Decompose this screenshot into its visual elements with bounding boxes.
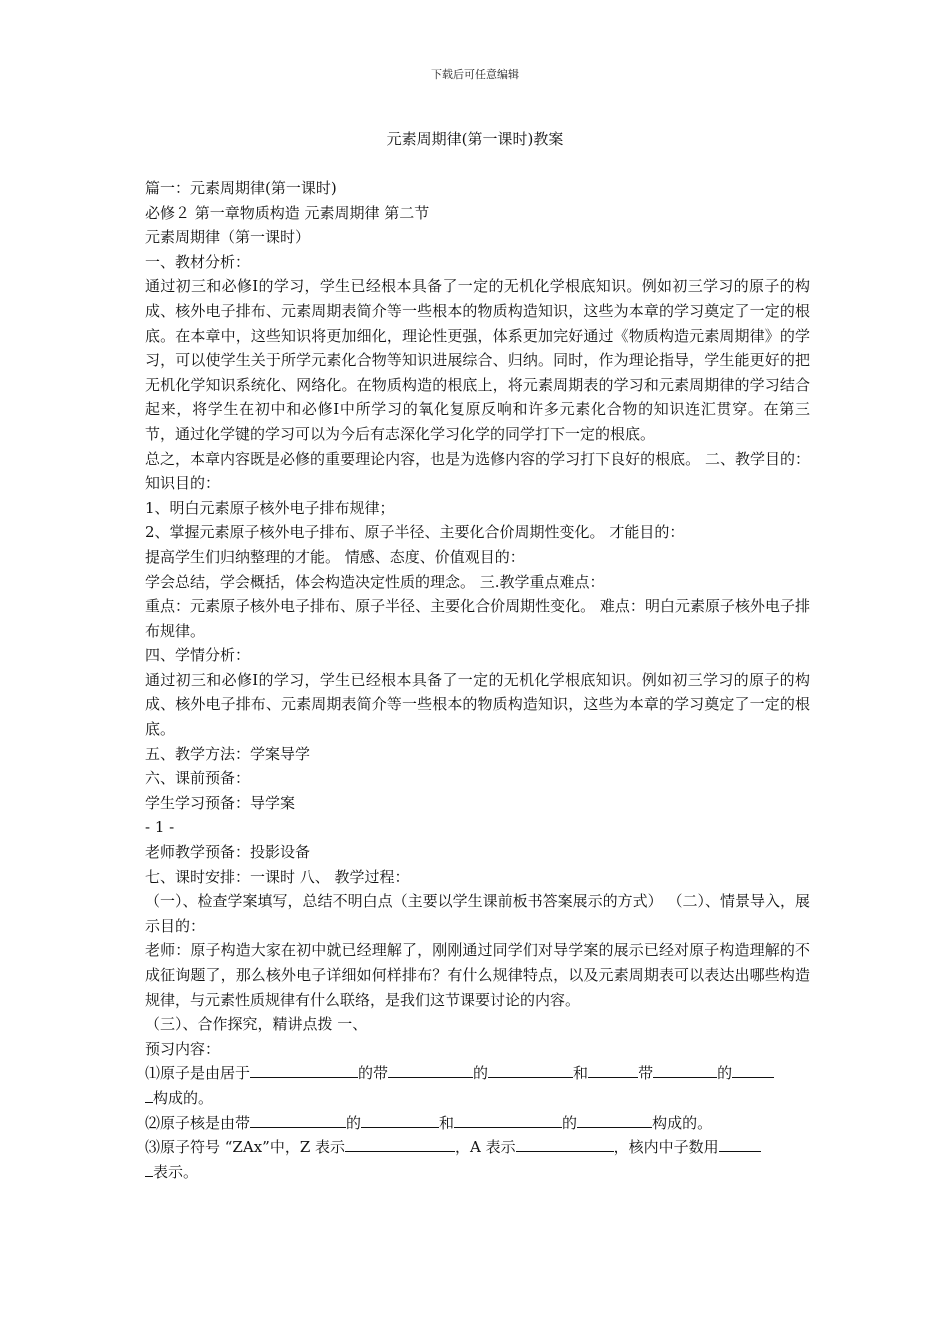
text-line: 六、课前预备： <box>145 769 251 788</box>
fill-blank <box>488 1063 573 1078</box>
text-line: 七、课时安排：一课时 八、 教学过程： <box>145 867 410 886</box>
question-text: 带 <box>638 1064 654 1083</box>
text-line: 元素周期律（第一课时） <box>145 228 311 247</box>
fill-blank <box>345 1137 455 1152</box>
question-text: 的带 <box>358 1064 389 1083</box>
document-body <box>145 176 810 1184</box>
text-line: （三）、合作探究，精讲点拨 一、 <box>145 1015 368 1034</box>
question-text: ⑶原子符号 “ZAx”中，Z 表示 <box>145 1138 346 1157</box>
question-text: ，A 表示 <box>455 1138 516 1157</box>
question-3 <box>145 1135 810 1184</box>
question-text: ，核内中子数用 <box>613 1138 719 1157</box>
fill-blank <box>454 1113 562 1128</box>
fill-blank <box>719 1137 761 1152</box>
question-text: 的 <box>562 1113 578 1132</box>
fill-blank <box>250 1113 346 1128</box>
question-text: 和 <box>573 1064 589 1083</box>
paragraph-teacher-intro: 老师：原子构造大家在初中就已经理解了，刚刚通过同学们对导学案的展示已经对原子构造理解的不成征询题了，那么核外电子详细如何样排布？有什么规律特点，以及元素周期表可以表达出哪些构造规律，与元素性质规律有什么联络，是我们这节课要讨论的内容。 <box>145 941 810 1009</box>
fill-blank <box>732 1063 774 1078</box>
question-text: 构成的。 <box>153 1088 214 1107</box>
fill-blank <box>653 1063 717 1078</box>
question-text: ⑴原子是由居于 <box>145 1064 251 1083</box>
text-line: 学会总结，学会概括，体会构造决定性质的理念。 三.教学重点难点： <box>145 572 605 591</box>
question-text: 表示。 <box>153 1162 199 1181</box>
question-text: 的 <box>473 1064 489 1083</box>
text-line: 篇一：元素周期律(第一课时) <box>145 179 337 197</box>
fill-blank <box>250 1063 358 1078</box>
question-2 <box>145 1111 810 1136</box>
text-line: 学生学习预备：导学案 <box>145 793 296 812</box>
text-line: 必修２ 第一章物质构造 元素周期律 第二节 <box>145 203 430 222</box>
question-text: 和 <box>439 1113 455 1132</box>
text-line: 1、明白元素原子核外电子排布规律； <box>145 498 395 517</box>
fill-blank <box>588 1063 638 1078</box>
paragraph-student-analysis: 通过初三和必修Ⅰ的学习，学生已经根本具备了一定的无机化学根底知识。例如初三学习的原子的构成、核外电子排布、元素周期表简介等一些根本的物质构造知识，这些为本章的学习奠定了一定的根底。 <box>145 670 810 739</box>
section-heading: 四、学情分析： <box>145 646 251 665</box>
text-line: 提高学生们归纳整理的才能。 情感、态度、价值观目的： <box>145 547 525 566</box>
fill-blank <box>361 1113 439 1128</box>
fill-blank <box>577 1113 652 1128</box>
question-1 <box>145 1061 810 1110</box>
fill-blank <box>145 1088 153 1103</box>
page-number: - 1 - <box>145 818 175 837</box>
question-text: ⑵原子核是由带 <box>145 1113 251 1132</box>
header-note: 下载后可任意编辑 <box>431 68 519 81</box>
text-line: 预习内容： <box>145 1039 221 1058</box>
fill-blank <box>145 1162 153 1177</box>
fill-blank <box>388 1063 473 1078</box>
document-title: 元素周期律(第一课时)教案 <box>386 130 564 148</box>
question-text: 的 <box>346 1113 362 1132</box>
question-text: 的 <box>717 1064 733 1083</box>
paragraph-check-plan: （一）、检查学案填写，总结不明白点（主要以学生课前板书答案展示的方式） （二）、情景导入，展示目的： <box>145 892 810 935</box>
text-line: 老师教学预备：投影设备 <box>145 843 311 862</box>
paragraph-textbook-analysis: 通过初三和必修Ⅰ的学习，学生已经根本具备了一定的无机化学根底知识。例如初三学习的原子的构成、核外电子排布、元素周期表简介等一些根本的物质构造知识，这些为本章的学习奠定了一定的根底。在本章中，这些知识将更加细化，理论性更强，体系更加完好通过《物质构造元素周期律》的学习，可以使学生关于所学元素化合物等知识进展综合、归纳。同时，作为理论指导，学生能更好的把无机化学知识系统化、网络化。在物质构造的根底上，将元素周期表的学习和元素周期律的学习结合起来，将学生在初中和必修Ⅰ中所学习的氧化复原反响和许多元素化合物的知识连汇贯穿。在第三节，通过化学键的学习可以为今后有志深化学习化学的同学打下一定的根底。 <box>145 277 810 443</box>
question-text: 构成的。 <box>652 1113 713 1132</box>
paragraph-key-points: 重点：元素原子核外电子排布、原子半径、主要化合价周期性变化。 难点：明白元素原子核外电子排布规律。 <box>145 597 810 640</box>
fill-blank <box>516 1137 614 1152</box>
text-line: 五、教学方法：学案导学 <box>145 744 311 763</box>
text-line: 2、掌握元素原子核外电子排布、原子半径、主要化合价周期性变化。 才能目的： <box>145 523 685 542</box>
section-heading: 一、教材分析： <box>145 252 251 271</box>
paragraph-summary: 总之，本章内容既是必修的重要理论内容，也是为选修内容的学习打下良好的根底。 二、教学目的： 知识目的： <box>145 449 810 493</box>
